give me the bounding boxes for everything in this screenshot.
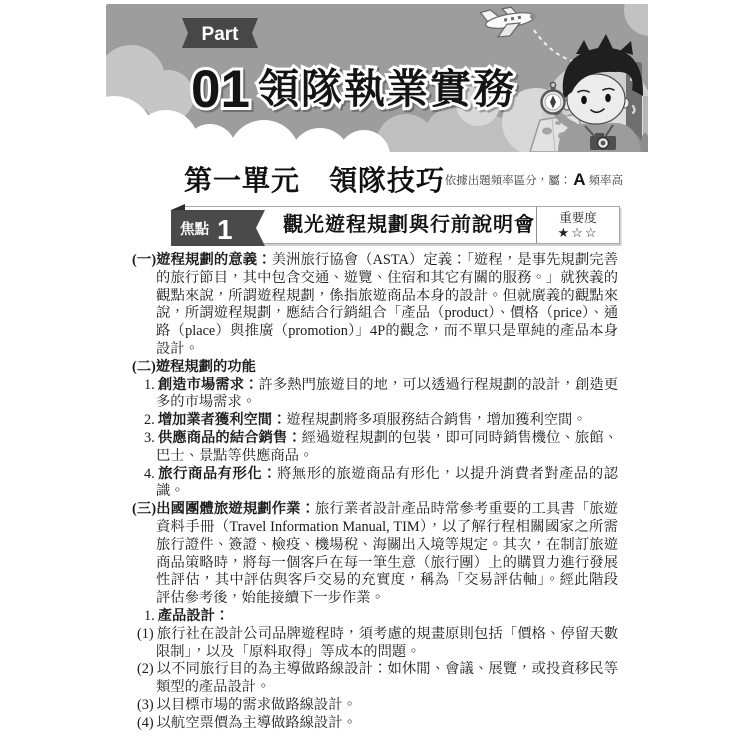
frequency-grade: A <box>573 170 586 189</box>
item-number: 1. <box>144 376 155 393</box>
body-content <box>132 252 619 733</box>
part-header-banner <box>106 4 648 152</box>
focus-badge <box>171 202 271 248</box>
part-number: 01 <box>191 60 250 119</box>
section-1 <box>132 252 618 359</box>
section-3 <box>132 501 618 608</box>
part-ribbon <box>182 18 258 48</box>
part-ribbon-label: Part <box>201 24 239 45</box>
focus-bar <box>180 206 620 244</box>
section-label: (三) <box>132 501 157 518</box>
list-item <box>144 412 618 430</box>
frequency-suffix: 頻率高 <box>588 175 623 187</box>
list-item <box>144 429 619 466</box>
section-text: 旅行業者設計產品時常參考重要的工具書「旅遊資料手冊（Travel Information Manual, TIM），以了解行程相關國家之所需旅行證件、簽證、檢疫、機場稅、海關出入境等規定。其次，在制訂旅遊商品策略時，將每一個客戶在每一筆生意（旅行團）上的購買力進行發展性評估，其中評估與客戶交易的充實度，稱為「交易評估軸」。經此階段評估參考後，始能接續下一步作業。 <box>156 501 618 607</box>
unit-title: 第一單元 領隊技巧 <box>184 165 446 196</box>
item-number: (4) <box>137 714 154 731</box>
item-number: 3. <box>144 429 155 446</box>
item-text: 許多熱門旅遊目的地，可以透過行程規劃的設計，創造更多的市場需求。 <box>156 376 619 411</box>
item-term: 創造市場需求： <box>157 376 259 393</box>
item-term: 增加業者獲利空間： <box>157 412 287 429</box>
section-term: 出國團體旅遊規劃作業： <box>156 501 316 518</box>
item-text: 旅行社在設計公司品牌遊程時，須考慮的規畫原則包括「價格、停留天數限制」，以及「原料取得」等成本的問題。 <box>156 625 618 660</box>
star-rating-icon: ★☆☆ <box>557 224 599 240</box>
importance-label: 重要度 <box>559 210 597 225</box>
item-number: (1) <box>137 625 154 642</box>
item-number: 1. <box>144 607 155 624</box>
frequency-note <box>445 170 623 190</box>
part-title: 領隊執業實務 <box>258 66 516 112</box>
item-term: 產品設計： <box>157 607 230 624</box>
badge-fold <box>171 204 185 210</box>
frequency-prefix: 依據出題頻率區分，屬： <box>444 175 572 187</box>
part-title-group <box>191 60 516 119</box>
list-item <box>137 661 618 697</box>
list-item <box>137 714 618 733</box>
section-text: 美洲旅行協會（ASTA）定義：「遊程，是事先規劃完善的旅行節目，其中包含交通、遊覽、住宿和其它有關的服務。」就狹義的觀點來說，所謂遊程規劃，係指旅遊商品本身的設計。但就廣義的觀點來說，所謂遊程規劃，應結合行銷組合「產品（product）、價格（price）、通路（place）與推廣（promotion）」4P的觀念，而不單只是單純的產品本身設計。 <box>156 252 618 357</box>
item-text: 以目標市場的需求做路線設計。 <box>156 696 357 713</box>
item-number: (3) <box>137 696 154 713</box>
section-2 <box>132 358 618 377</box>
importance-box <box>536 207 619 243</box>
list-item <box>144 607 618 626</box>
item-text: 將無形的旅遊商品有形化，以提升消費者對產品的認識。 <box>156 465 618 500</box>
item-term: 供應商品的結合銷售： <box>157 429 302 446</box>
item-number: 2. <box>144 412 155 429</box>
section-label: (二) <box>132 358 156 375</box>
item-text: 經過遊程規劃的包裝，即可同時銷售機位、旅館、巴士、景點等供應商品。 <box>156 429 619 464</box>
focus-badge-label: 焦點 <box>180 222 209 238</box>
list-item <box>144 376 619 413</box>
list-item <box>144 465 618 502</box>
list-item <box>137 696 618 715</box>
section-term: 遊程規劃的意義： <box>156 252 272 268</box>
item-text: 以航空票價為主導做路線設計。 <box>156 714 357 731</box>
item-number: 4. <box>144 465 155 482</box>
item-text: 遊程規劃將多項服務結合銷售，增加獲利空間。 <box>286 412 587 429</box>
item-number: (2) <box>137 661 154 678</box>
item-term: 旅行商品有形化： <box>157 465 278 482</box>
item-text: 以不同旅行目的為主導做路線設計：如休閒、會議、展覽，或投資移民等類型的產品設計。 <box>156 661 618 696</box>
focus-title: 觀光遊程規劃與行前說明會 <box>283 214 535 236</box>
list-item <box>137 625 618 662</box>
focus-badge-number: 1 <box>217 214 233 245</box>
section-label: (一) <box>132 252 157 268</box>
section-term: 遊程規劃的功能 <box>155 358 256 375</box>
